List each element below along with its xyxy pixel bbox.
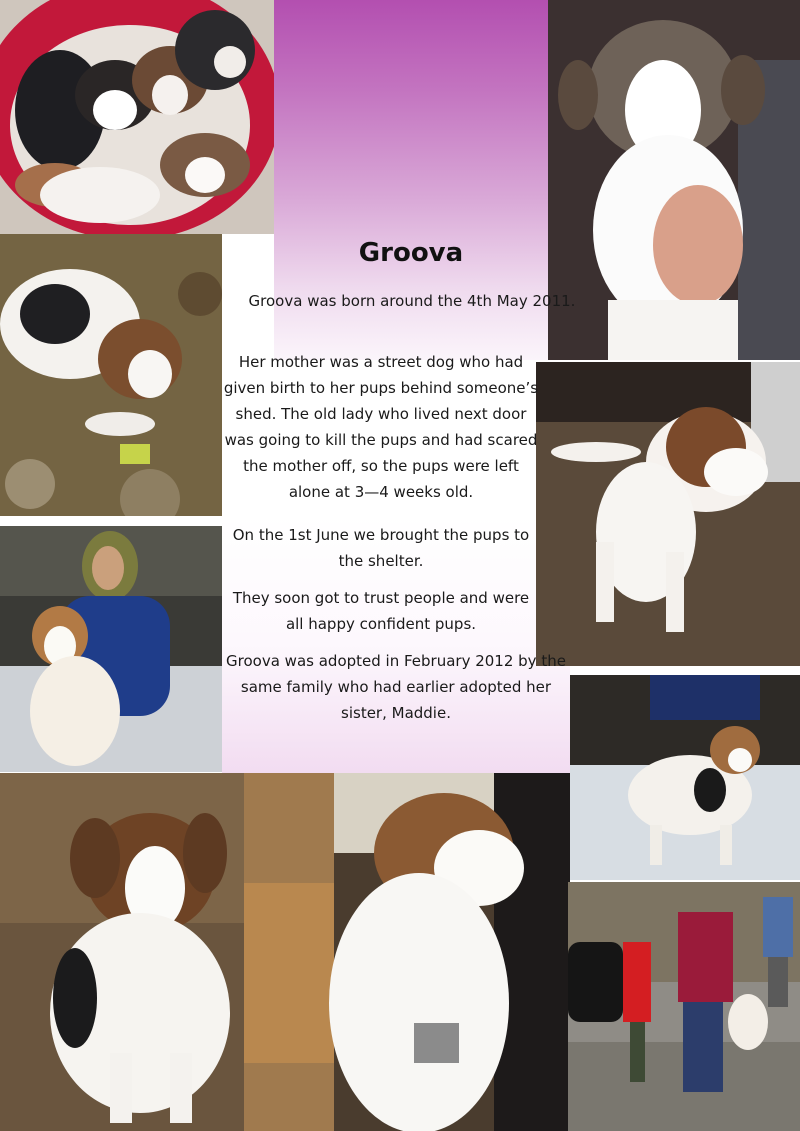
photo-dog-in-snow bbox=[570, 675, 800, 880]
paragraph-trust: They soon got to trust people and were all happy confident pups. bbox=[232, 589, 530, 633]
photo-family-with-dog bbox=[568, 882, 800, 1131]
paragraph-adoption: Groova was adopted in February 2012 by the same family who had earlier adopted her sister, Maddie. bbox=[226, 652, 566, 722]
page-title: Groova bbox=[358, 238, 464, 268]
photo-dog-closeup bbox=[244, 773, 570, 1131]
photo-pups-in-basket bbox=[0, 0, 274, 234]
paragraph-shelter: On the 1st June we brought the pups to the shelter. bbox=[232, 526, 530, 570]
paragraph-birth: Groova was born around the 4th May 2011. bbox=[248, 292, 576, 310]
photo-dog-lying-on-dirt bbox=[536, 362, 800, 666]
photo-pup-lying-on-ground bbox=[0, 234, 222, 516]
photo-dog-sitting bbox=[0, 773, 244, 1131]
paragraph-mother: Her mother was a street dog who had given birth to her pups behind someone’s shed. The old lady who lived next door was going to kill the pups and had scared the mother off, so the pups were left alone at 3—4 weeks old. bbox=[223, 353, 539, 501]
photo-man-with-dog bbox=[0, 526, 222, 772]
